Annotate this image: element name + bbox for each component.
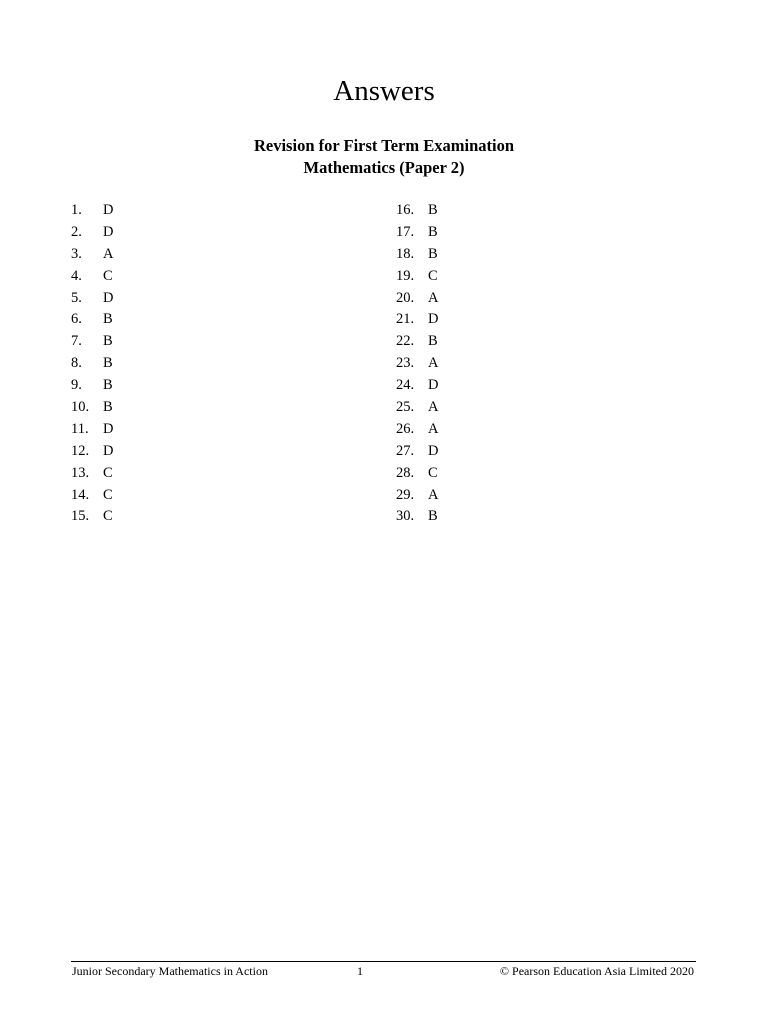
- question-number: 25.: [396, 399, 415, 416]
- question-number: 20.: [396, 289, 415, 306]
- answer-letter: B: [428, 245, 438, 262]
- question-number: 2.: [71, 223, 82, 240]
- question-number: 13.: [71, 464, 90, 481]
- page-title: Answers: [333, 75, 435, 107]
- answer-letter: D: [103, 420, 114, 437]
- question-number: 7.: [71, 333, 82, 350]
- answer-letter: C: [103, 267, 113, 284]
- answer-row: [396, 485, 438, 507]
- question-number: 11.: [71, 420, 89, 437]
- question-number: 17.: [396, 223, 415, 240]
- answer-letter: A: [428, 420, 439, 437]
- answer-letter: D: [428, 377, 439, 394]
- answer-letter: B: [428, 223, 438, 240]
- answer-row: [396, 309, 438, 331]
- answer-letter: B: [103, 311, 113, 328]
- answer-row: [396, 419, 438, 441]
- question-number: 8.: [71, 355, 82, 372]
- answer-row: [71, 506, 113, 528]
- answer-letter: D: [103, 289, 114, 306]
- footer-page-number: 1: [357, 964, 363, 978]
- question-number: 26.: [396, 420, 415, 437]
- answer-letter: A: [103, 245, 114, 262]
- question-number: 15.: [71, 508, 90, 525]
- footer-book-title: Junior Secondary Mathematics in Action: [72, 964, 268, 978]
- answer-row: [71, 266, 113, 288]
- answer-letter: A: [428, 399, 439, 416]
- answer-letter: D: [103, 223, 114, 240]
- answer-letter: B: [428, 333, 438, 350]
- question-number: 12.: [71, 442, 90, 459]
- answer-row: [396, 463, 438, 485]
- answer-row: [71, 353, 113, 375]
- answer-row: [396, 288, 438, 310]
- answer-row: [396, 506, 438, 528]
- answer-letter: D: [428, 311, 439, 328]
- answer-letter: D: [428, 442, 439, 459]
- answer-row: [71, 463, 113, 485]
- question-number: 16.: [396, 202, 415, 218]
- answer-row: [71, 200, 113, 222]
- answers-column-right: [396, 200, 438, 528]
- question-number: 29.: [396, 486, 415, 503]
- answer-letter: C: [428, 267, 438, 284]
- question-number: 24.: [396, 377, 415, 394]
- answer-row: [71, 375, 113, 397]
- answer-row: [396, 331, 438, 353]
- answer-row: [396, 200, 438, 222]
- question-number: 6.: [71, 311, 82, 328]
- question-number: 22.: [396, 333, 415, 350]
- question-number: 9.: [71, 377, 82, 394]
- answer-letter: C: [103, 464, 113, 481]
- answer-row: [71, 222, 113, 244]
- answer-row: [71, 309, 113, 331]
- question-number: 14.: [71, 486, 90, 503]
- answer-row: [396, 266, 438, 288]
- question-number: 18.: [396, 245, 415, 262]
- question-number: 10.: [71, 399, 90, 416]
- answer-row: [71, 397, 113, 419]
- answer-row: [71, 331, 113, 353]
- question-number: 1.: [71, 202, 82, 218]
- answer-row: [396, 222, 438, 244]
- answer-letter: B: [428, 508, 438, 525]
- answer-letter: A: [428, 289, 439, 306]
- paper-title: Mathematics (Paper 2): [303, 158, 465, 177]
- answer-row: [71, 419, 113, 441]
- question-number: 23.: [396, 355, 415, 372]
- answer-letter: B: [103, 333, 113, 350]
- question-number: 3.: [71, 245, 82, 262]
- answer-letter: B: [103, 377, 113, 394]
- question-number: 4.: [71, 267, 82, 284]
- answer-letter: D: [103, 442, 114, 459]
- answer-row: [71, 288, 113, 310]
- answers-column-left: [71, 200, 113, 528]
- question-number: 28.: [396, 464, 415, 481]
- answer-row: [396, 441, 438, 463]
- answer-row: [396, 375, 438, 397]
- answer-letter: A: [428, 486, 439, 503]
- question-number: 19.: [396, 267, 415, 284]
- answer-letter: A: [428, 355, 439, 372]
- answer-row: [71, 441, 113, 463]
- answer-letter: B: [103, 399, 113, 416]
- footer-copyright: © Pearson Education Asia Limited 2020: [499, 964, 694, 978]
- question-number: 21.: [396, 311, 415, 328]
- answer-row: [396, 244, 438, 266]
- answer-row: [71, 244, 113, 266]
- answer-letter: B: [103, 355, 113, 372]
- answer-letter: C: [428, 464, 438, 481]
- answer-letter: C: [103, 486, 113, 503]
- answer-row: [396, 397, 438, 419]
- footer-divider: [71, 961, 696, 962]
- answer-letter: C: [103, 508, 113, 525]
- answer-letter: B: [428, 202, 438, 218]
- answer-row: [396, 353, 438, 375]
- answer-row: [71, 485, 113, 507]
- answer-letter: D: [103, 202, 114, 218]
- question-number: 30.: [396, 508, 415, 525]
- question-number: 5.: [71, 289, 82, 306]
- exam-title: Revision for First Term Examination: [253, 136, 515, 155]
- question-number: 27.: [396, 442, 415, 459]
